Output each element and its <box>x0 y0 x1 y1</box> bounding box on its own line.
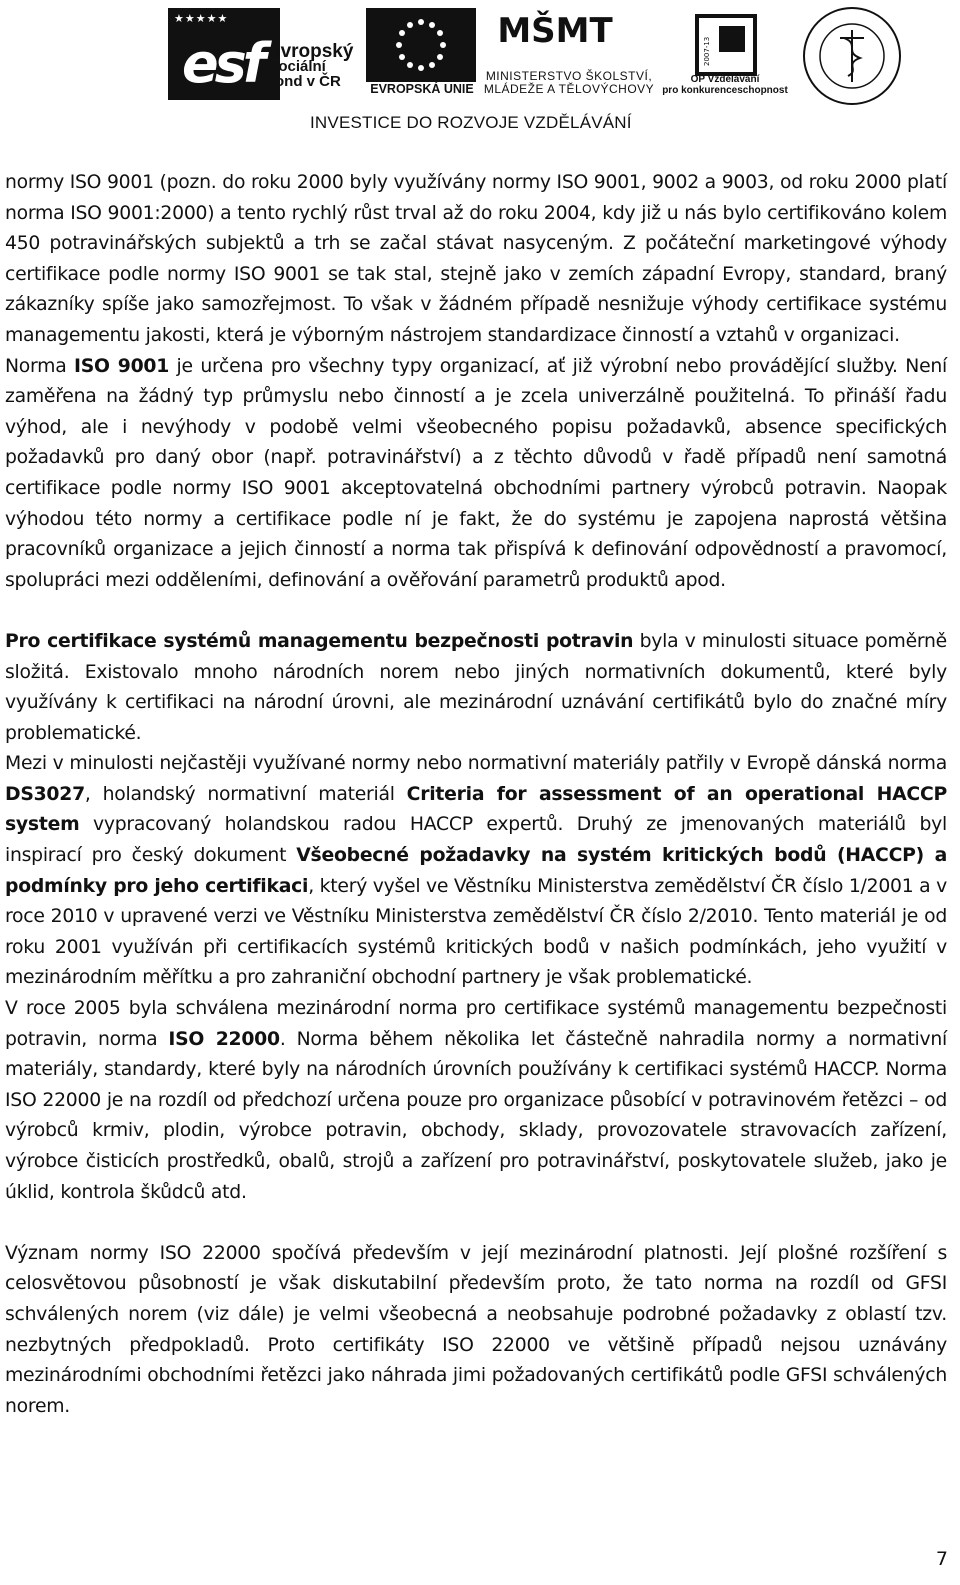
university-seal-icon <box>800 4 904 108</box>
paragraph-iso9001-history: normy ISO 9001 (pozn. do roku 2000 byly využívány normy ISO 9001, 9002 a 9003, od roku 2000 platí norma ISO 9001:2000) a tento rychlý růst trval až do roku 2004, kdy již u nás bylo certifikováno kolem 450 potravinářských subjektů a trh se začal stávat nasyceným. Z počáteční marketingové výhody certifikace podle normy ISO 9001 se tak stal, stejně jako v zemích západní Evropy, standard, braný zákazníky spíše jako samozřejmost. To však v žádném případě nesnižuje výhody certifikace systému managementu jakosti, která je výborným nástrojem standardizace činností a vztahů v organizaci. <box>5 172 947 346</box>
document-body <box>5 168 947 1422</box>
msmt-logo <box>497 4 613 74</box>
op-caption-line2: pro konkurenceschopnost <box>662 85 788 96</box>
bold-term: Všeobecné požadavky na systém kritických bodů (HACCP) a podmínky pro jeho certifikaci <box>5 845 947 897</box>
msmt-caption-line2: MLÁDEŽE A TĚLOVÝCHOVY <box>483 82 655 96</box>
esf-caption-line2: sociální <box>270 58 326 75</box>
paragraph-food-safety <box>5 627 947 749</box>
text-run: byla v minulosti situace poměrně složitá. Existovalo mnoho národních norem nebo jiných normativních dokumentů, které byly využívány k certifikaci na národní úrovni, ale mezinárodní uznávání certifikátů bylo do značné míry problematické. <box>5 630 947 744</box>
esf-logo <box>168 8 280 100</box>
bold-term: Pro certifikace systémů managementu bezpečnosti potravin <box>5 630 634 652</box>
op-caption <box>660 74 790 96</box>
paragraph-haccp-materials <box>5 749 947 994</box>
text-run: . Norma během několika let částečně nahradila normy a normativní materiály, standardy, které byly na národních úrovních používány k certifikaci systémů HACCP. Norma ISO 22000 je na rozdíl od předchozí určena pouze pro organizace působící v potravinovém řetězci – od výrobců krmiv, plodin, výrobce potravin, obchody, sklady, provozovatele stravovacích zařízení, výrobce čisticích prostředků, obalů, strojů a zařízení pro potravinářství, poskytovatele služeb, jako je úklid, kontrola škůdců atd. <box>5 1028 948 1203</box>
bold-term: ISO 9001 <box>73 355 170 377</box>
paragraph-iso9001-scope <box>5 352 947 597</box>
msmt-logo-text: MŠMT <box>497 11 613 51</box>
esf-stars-icon: ★★★★★ <box>174 13 229 25</box>
bold-term: ISO 22000 <box>168 1028 280 1050</box>
text-run: vypracovaný holandskou radou HACCP expertů. Druhý ze jmenovaných materiálů byl inspirací pro český dokument <box>5 814 947 867</box>
esf-caption-line3: fond v ČR <box>270 73 341 90</box>
msmt-caption <box>474 70 664 96</box>
text-run: je určena pro všechny typy organizací, ať již výrobní nebo provádějící služby. Není zaměřena na žádný typ průmyslu nebo činností a je zcela univerzálně použitelná. To přináší řadu výhod, ale i nevýhody v podobě velmi všeobecného popisu požadavků, absence specifických požadavků pro daný obor (např. potravinářství) a z těchto důvodů v řadě případů není samotná certifikace podle normy ISO 9001 akceptovatelná obchodními partnery výrobců potravin. Naopak výhodou této normy a certifikace podle ní je fakt, že do systému je zapojena naprostá většina pracovníků organizace a jejich činností a norma tak přispívá k definování odpovědností a pravomocí, spolupráci mezi odděleními, definování a ověřování parametrů produktů apod. <box>5 355 947 591</box>
paragraph-iso22000 <box>5 994 947 1208</box>
page-header <box>0 0 960 150</box>
op-logo-text: 2007-13 <box>703 36 711 66</box>
eu-caption: EVROPSKÁ UNIE <box>370 82 474 96</box>
eu-flag-icon <box>366 8 476 82</box>
investice-tagline: INVESTICE DO ROZVOJE VZDĚLÁVÁNÍ <box>310 113 632 132</box>
esf-caption-line1: evropský <box>270 41 354 62</box>
text-run: , který vyšel ve Věstníku Ministerstva zemědělství ČR číslo 1/2001 a v roce 2010 v upravené verzi ve Věstníku Ministerstva zemědělství ČR číslo 2/2010. Tento materiál je od roku 2001 využíván při certifikacích systémů kritických bodů v našich podmínkách, jeho využití v mezinárodním měřítku a pro zahraniční obchodní partnery je však problematické. <box>5 875 947 989</box>
bold-term: DS3027 <box>5 783 85 805</box>
text-run: Mezi v minulosti nejčastěji využívané normy nebo normativní materiály patřily v Evropě dánská norma <box>5 753 947 775</box>
op-logo <box>695 14 757 76</box>
text-run: , holandský normativní materiál <box>84 783 407 805</box>
text-run: V roce 2005 byla schválena mezinárodní norma pro certifikace systémů managementu bezpečnosti potravin, norma <box>5 998 947 1050</box>
op-caption-line1: OP Vzdělávání <box>690 74 760 85</box>
page-number: 7 <box>935 1548 948 1570</box>
paragraph-iso22000-significance: Význam normy ISO 22000 spočívá především v její mezinárodní platnosti. Její plošné rozšíření s celosvětovou působností je však diskutabilní především proto, že tato norma na rozdíl od GFSI schválených norem (viz dále) je velmi všeobecná a neobsahuje podrobné požadavky z oblastí tzv. nezbytných předpokladů. Proto certifikáty ISO 22000 ve většině případů nejsou uznávány mezinárodními obchodními řetězci jako náhrada jimi požadovaných certifikátů podle GFSI schválených norem. <box>5 1242 947 1417</box>
msmt-caption-line1: MINISTERSTVO ŠKOLSTVÍ, <box>485 69 653 83</box>
esf-logo-text: esf <box>182 32 263 95</box>
text-run: Norma <box>5 355 74 377</box>
esf-caption <box>270 41 354 90</box>
bold-term: Criteria for assessment of an operational HACCP system <box>5 783 947 836</box>
